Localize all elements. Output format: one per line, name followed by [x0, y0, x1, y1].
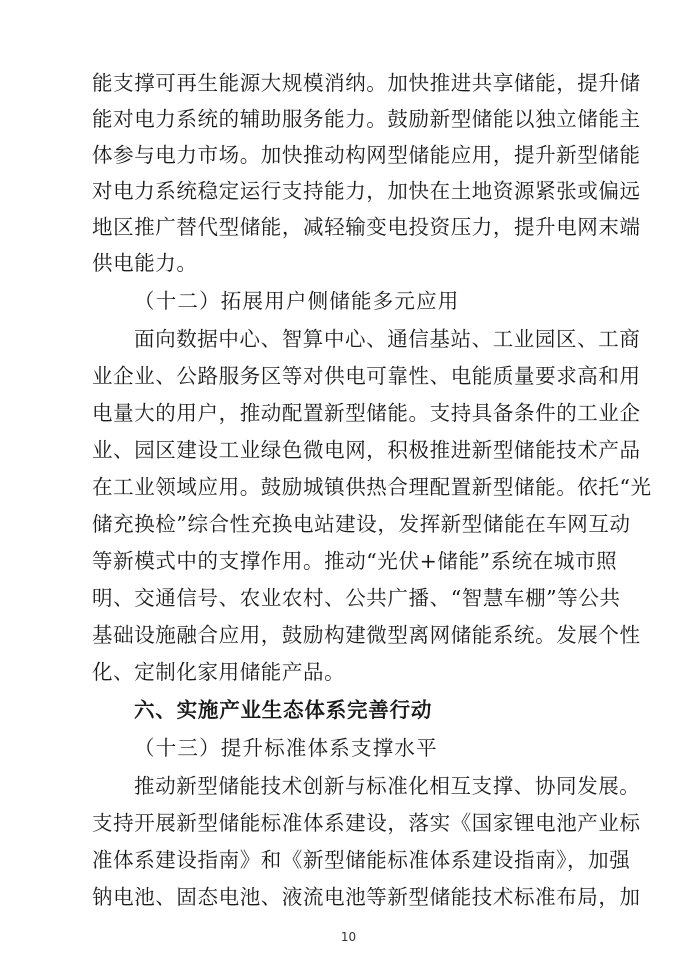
paragraph-line: 面向数据中心、智算中心、通信基站、工业园区、工商	[134, 327, 641, 351]
paragraph-line: 体参与电力市场。加快推动构网型储能应用，提升新型储能	[92, 143, 641, 167]
page-number: 10	[340, 930, 357, 944]
paragraph-line: 储充换检”综合性充换电站建设，发挥新型储能在车网互动	[92, 512, 631, 536]
paragraph-line: 等新模式中的支撑作用。推动“光伏+储能”系统在城市照	[92, 549, 618, 573]
section-subheading: （十二）拓展用户侧储能多元应用	[134, 289, 460, 313]
paragraph-line: 明、交通信号、农业农村、公共广播、“智慧车棚”等公共	[92, 586, 621, 610]
paragraph-line: 化、定制化家用储能产品。	[92, 660, 346, 684]
paragraph-line: 能对电力系统的辅助服务能力。鼓励新型储能以独立储能主	[92, 107, 641, 131]
paragraph-line: 推动新型储能技术创新与标准化相互支撑、协同发展。	[134, 774, 641, 798]
section-heading: 六、实施产业生态体系完善行动	[134, 698, 433, 722]
paragraph-line: 支持开展新型储能标准体系建设，落实《国家锂电池产业标	[92, 811, 641, 835]
paragraph-line: 在工业领域应用。鼓励城镇供热合理配置新型储能。依托“光	[92, 475, 652, 499]
paragraph-line: 业、园区建设工业绿色微电网，积极推进新型储能技术产品	[92, 438, 641, 462]
paragraph-line: 地区推广替代型储能，减轻输变电投资压力，提升电网末端	[92, 215, 641, 239]
paragraph-line: 基础设施融合应用，鼓励构建微型离网储能系统。发展个性	[92, 623, 641, 647]
paragraph-line: 能支撑可再生能源大规模消纳。加快推进共享储能，提升储	[92, 71, 641, 95]
section-subheading: （十三）提升标准体系支撑水平	[134, 736, 438, 760]
paragraph-line: 对电力系统稳定运行支持能力，加快在土地资源紧张或偏远	[92, 179, 641, 203]
paragraph-line: 电量大的用户，推动配置新型储能。支持具备条件的工业企	[92, 401, 641, 425]
paragraph-line: 供电能力。	[92, 251, 198, 275]
paragraph-line: 业企业、公路服务区等对供电可靠性、电能质量要求高和用	[92, 364, 641, 388]
paragraph-line: 准体系建设指南》和《新型储能标准体系建设指南》，加强	[92, 848, 631, 872]
paragraph-line: 钠电池、固态电池、液流电池等新型储能技术标准布局，加	[92, 885, 641, 909]
